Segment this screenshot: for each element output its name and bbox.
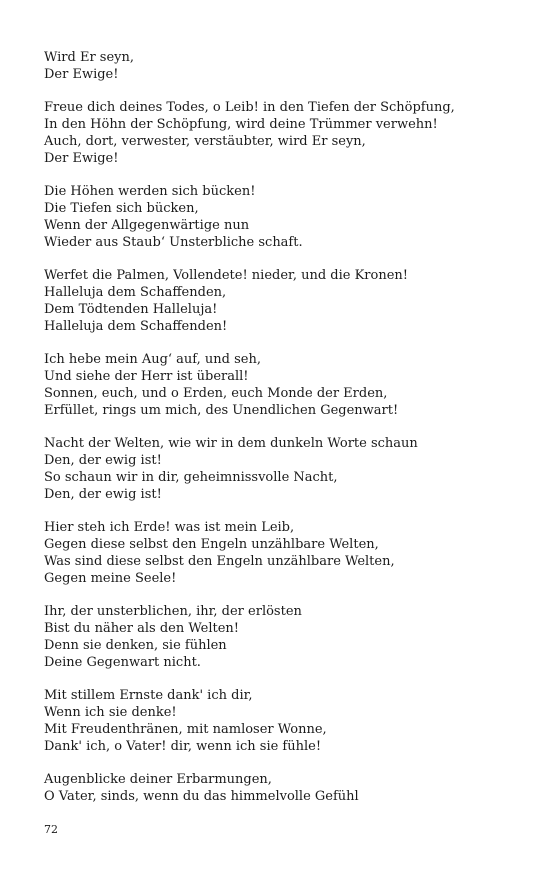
- poem-line: Der Ewige!: [44, 67, 119, 82]
- poem-line: Freue dich deines Todes, o Leib! in den Tiefen der Schöpfung,: [44, 100, 455, 115]
- poem-line: Wieder aus Staub‘ Unsterbliche schaft.: [44, 235, 303, 250]
- poem-line: Bist du näher als den Welten!: [44, 621, 239, 636]
- poem-line: Wenn ich sie denke!: [44, 705, 177, 720]
- poem-line: Sonnen, euch, und o Erden, euch Monde der Erden,: [44, 386, 388, 401]
- stanza-5: [44, 351, 514, 419]
- stanza-9: [44, 687, 514, 755]
- poem-line: Der Ewige!: [44, 151, 119, 166]
- poem-line: Mit Freudenthränen, mit namloser Wonne,: [44, 722, 327, 737]
- poem-line: Den, der ewig ist!: [44, 453, 162, 468]
- poem-line: Gegen meine Seele!: [44, 571, 177, 586]
- poem-line: Denn sie denken, sie fühlen: [44, 638, 227, 653]
- poem-text: [44, 49, 514, 821]
- stanza-2: [44, 99, 514, 167]
- poem-line: Halleluja dem Schaffenden,: [44, 285, 227, 300]
- poem-line: Wird Er seyn,: [44, 50, 135, 65]
- stanza-7: [44, 519, 514, 587]
- poem-line: Und siehe der Herr ist überall!: [44, 369, 249, 384]
- stanza-4: [44, 267, 514, 335]
- poem-line: Mit stillem Ernste dank' ich dir,: [44, 688, 253, 703]
- poem-line: Nacht der Welten, wie wir in dem dunkeln Worte schaun: [44, 436, 418, 451]
- stanza-6: [44, 435, 514, 503]
- stanza-8: [44, 603, 514, 671]
- page-number: 72: [44, 823, 58, 836]
- poem-line: Die Tiefen sich bücken,: [44, 201, 199, 216]
- stanza-10: [44, 771, 514, 805]
- poem-line: In den Höhn der Schöpfung, wird deine Trümmer verwehn!: [44, 117, 438, 132]
- poem-line: Auch, dort, verwester, verstäubter, wird Er seyn,: [44, 134, 366, 149]
- poem-line: Deine Gegenwart nicht.: [44, 655, 201, 670]
- poem-line: Dank' ich, o Vater! dir, wenn ich sie fühle!: [44, 739, 322, 754]
- stanza-1: [44, 49, 514, 83]
- poem-line: Ich hebe mein Aug‘ auf, und seh,: [44, 352, 261, 367]
- poem-line: Dem Tödtenden Halleluja!: [44, 302, 218, 317]
- poem-line: Erfüllet, rings um mich, des Unendlichen Gegenwart!: [44, 403, 399, 418]
- poem-line: Wenn der Allgegenwärtige nun: [44, 218, 250, 233]
- poem-line: Halleluja dem Schaffenden!: [44, 319, 228, 334]
- poem-line: Was sind diese selbst den Engeln unzählbare Welten,: [44, 554, 395, 569]
- poem-line: So schaun wir in dir, geheimnissvolle Nacht,: [44, 470, 338, 485]
- stanza-3: [44, 183, 514, 251]
- poem-line: O Vater, sinds, wenn du das himmelvolle Gefühl: [44, 789, 359, 804]
- poem-line: Augenblicke deiner Erbarmungen,: [44, 772, 272, 787]
- poem-line: Die Höhen werden sich bücken!: [44, 184, 256, 199]
- poem-line: Den, der ewig ist!: [44, 487, 162, 502]
- poem-line: Hier steh ich Erde! was ist mein Leib,: [44, 520, 295, 535]
- poem-line: Werfet die Palmen, Vollendete! nieder, und die Kronen!: [44, 268, 409, 283]
- poem-line: Gegen diese selbst den Engeln unzählbare Welten,: [44, 537, 379, 552]
- poem-line: Ihr, der unsterblichen, ihr, der erlösten: [44, 604, 302, 619]
